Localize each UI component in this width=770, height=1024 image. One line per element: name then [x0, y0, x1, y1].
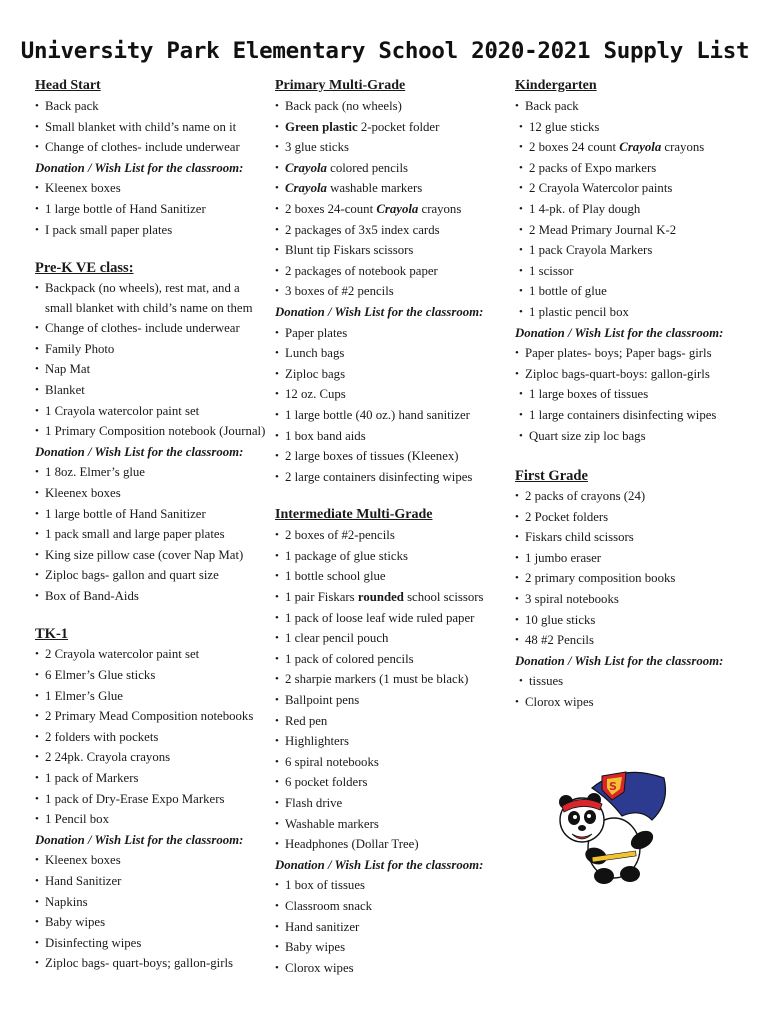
list-item: • 48 #2 Pencils: [515, 630, 743, 651]
list-item-text: colored pencils: [330, 160, 408, 175]
list-item: • Change of clothes- include underwear: [35, 137, 263, 158]
list-item: • 2 Crayola Watercolor paints: [515, 178, 743, 199]
list-item: • 1 8oz. Elmer’s glue: [35, 462, 263, 483]
green-plastic-text: Green plastic: [285, 119, 358, 134]
list-item: • Backpack (no wheels), rest mat, and a small blanket with child’s name on them: [35, 278, 263, 318]
first-grade-heading: First Grade: [515, 468, 588, 485]
list-item: • Small blanket with child’s name on it: [35, 117, 263, 138]
donation-label: Donation / Wish List for the classroom:: [275, 304, 484, 319]
donation-label: Donation / Wish List for the classroom:: [35, 444, 244, 459]
list-item: • Lunch bags: [275, 343, 503, 364]
brand-text: Crayola: [619, 140, 662, 155]
list-item: • 6 pocket folders: [275, 772, 503, 793]
donation-label: Donation / Wish List for the classroom:: [275, 857, 484, 872]
list-item-text: school scissors: [403, 590, 484, 605]
list-item: • Blanket: [35, 380, 263, 401]
brand-text: Crayola: [285, 160, 327, 175]
first-grade-donation-list: [515, 671, 743, 692]
list-item-text: 2 boxes 24 count: [529, 140, 620, 155]
list-item-text: washable markers: [330, 181, 423, 196]
rounded-text: rounded: [357, 590, 404, 605]
list-item: • Disinfecting wipes: [35, 933, 263, 954]
list-item: • 2 sharpie markers (1 must be black): [275, 669, 503, 690]
list-item: • 2 boxes of #2-pencils: [275, 525, 503, 546]
list-item: • Baby wipes: [275, 937, 503, 958]
list-item: • 1 large containers disinfecting wipes: [515, 405, 743, 426]
kindergarten-donation-list: [515, 343, 743, 384]
list-item: • Flash drive: [275, 793, 503, 814]
first-grade-donation-list-2: [515, 692, 743, 713]
kindergarten-list: [515, 96, 743, 117]
column-left: [35, 76, 266, 974]
list-item: • 10 glue sticks: [515, 610, 743, 631]
list-item: • Quart size zip loc bags: [515, 426, 743, 447]
brand-text: Crayola: [376, 201, 419, 216]
list-item: • 1 Crayola watercolor paint set: [35, 401, 263, 422]
column-right: [515, 76, 743, 713]
list-item: • 1 pack of loose leaf wide ruled paper: [275, 608, 503, 629]
list-item: • 2 large boxes of tissues (Kleenex): [275, 446, 503, 467]
list-item: • 2 large containers disinfecting wipes: [275, 467, 503, 488]
head-start-heading: Head Start: [35, 78, 101, 93]
list-item: [275, 117, 503, 138]
list-item: • Nap Mat: [35, 359, 263, 380]
tk1-heading: TK-1: [35, 626, 69, 643]
list-item: • Classroom snack: [275, 896, 503, 917]
list-item: • Washable markers: [275, 814, 503, 835]
list-item: [275, 178, 503, 199]
list-item: • 2 Mead Primary Journal K-2: [515, 220, 743, 241]
list-item: • Ziploc bags- gallon and quart size: [35, 565, 263, 586]
list-item: • 2 packs of Expo markers: [515, 158, 743, 179]
list-item: • 1 box of tissues: [275, 875, 503, 896]
list-item: • Highlighters: [275, 731, 503, 752]
list-item: • Baby wipes: [35, 912, 263, 933]
list-item: • 12 oz. Cups: [275, 384, 503, 405]
list-item: • 2 Pocket folders: [515, 507, 743, 528]
svg-text:S: S: [609, 780, 617, 793]
list-item: • 3 boxes of #2 pencils: [275, 281, 503, 302]
list-item-text: 1 pair Fiskars: [285, 590, 358, 605]
list-item: • 1 plastic pencil box: [515, 302, 743, 323]
list-item: • 1 clear pencil pouch: [275, 628, 503, 649]
list-item: • Change of clothes- include underwear: [35, 318, 263, 339]
donation-label: Donation / Wish List for the classroom:: [515, 325, 724, 340]
list-item: • Clorox wipes: [275, 958, 503, 979]
list-item: • 1 bottle school glue: [275, 566, 503, 587]
list-item: • 1 box band aids: [275, 426, 503, 447]
pre-k-donation-list: [35, 462, 263, 606]
list-item: • 1 large bottle (40 oz.) hand sanitizer: [275, 405, 503, 426]
list-item: • 2 packages of 3x5 index cards: [275, 220, 503, 241]
list-item: • Paper plates- boys; Paper bags- girls: [515, 343, 743, 364]
panda-superhero-mascot-icon: [552, 758, 672, 888]
list-item: • 1 large bottle of Hand Sanitizer: [35, 199, 263, 220]
list-item: • Ziploc bags- quart-boys; gallon-girls: [35, 953, 263, 974]
list-item: • 1 pack of Markers: [35, 768, 263, 789]
list-item: [275, 158, 503, 179]
list-item: • 1 jumbo eraser: [515, 548, 743, 569]
list-item: • 12 glue sticks: [515, 117, 743, 138]
list-item: • 1 package of glue sticks: [275, 546, 503, 567]
list-item: • Ziploc bags-quart-boys: gallon-girls: [515, 364, 743, 385]
list-item: • King size pillow case (cover Nap Mat): [35, 545, 263, 566]
head-start-donation-list: [35, 178, 263, 240]
list-item: • 1 pack small and large paper plates: [35, 524, 263, 545]
list-item: • 2 packs of crayons (24): [515, 486, 743, 507]
list-item-text: 2 boxes 24-count: [285, 201, 374, 216]
list-item: [275, 199, 503, 220]
list-item-text: 2-pocket folder: [360, 119, 440, 134]
list-item: • 6 Elmer’s Glue sticks: [35, 665, 263, 686]
list-item: • Back pack: [515, 96, 743, 117]
intermediate-multi-grade-list: [275, 525, 503, 855]
primary-multi-grade-list: [275, 96, 503, 302]
list-item: • 1 pack of colored pencils: [275, 649, 503, 670]
list-item: • Hand sanitizer: [275, 917, 503, 938]
list-item: • 2 folders with pockets: [35, 727, 263, 748]
kindergarten-list-indented: [515, 117, 743, 323]
list-item: • 3 glue sticks: [275, 137, 503, 158]
list-item: • 1 bottle of glue: [515, 281, 743, 302]
list-item: • Box of Band-Aids: [35, 586, 263, 607]
list-item: • 3 spiral notebooks: [515, 589, 743, 610]
list-item: • I pack small paper plates: [35, 220, 263, 241]
list-item: • 2 24pk. Crayola crayons: [35, 747, 263, 768]
list-item: • Headphones (Dollar Tree): [275, 834, 503, 855]
kindergarten-donation-list-indented: [515, 384, 743, 446]
list-item: • Family Photo: [35, 339, 263, 360]
list-item: • Clorox wipes: [515, 692, 743, 713]
list-item: • 1 Primary Composition notebook (Journal): [35, 421, 263, 442]
donation-label: Donation / Wish List for the classroom:: [515, 653, 724, 668]
list-item: [275, 587, 503, 608]
list-item: • Kleenex boxes: [35, 850, 263, 871]
list-item: • Hand Sanitizer: [35, 871, 263, 892]
list-item: • Blunt tip Fiskars scissors: [275, 240, 503, 261]
head-start-list: [35, 96, 263, 158]
column-middle: [275, 76, 503, 978]
list-item: • Fiskars child scissors: [515, 527, 743, 548]
list-item: • Red pen: [275, 711, 503, 732]
intermediate-multi-grade-heading: Intermediate Multi-Grade: [275, 507, 433, 523]
primary-multi-grade-heading: Primary Multi-Grade: [275, 78, 406, 93]
list-item: • 2 primary composition books: [515, 568, 743, 589]
primary-multi-grade-donation-list: [275, 323, 503, 488]
donation-label: Donation / Wish List for the classroom:: [35, 160, 244, 175]
list-item: • 2 Primary Mead Composition notebooks: [35, 706, 263, 727]
list-item: • 6 spiral notebooks: [275, 752, 503, 773]
list-item: • 1 large boxes of tissues: [515, 384, 743, 405]
page-title: University Park Elementary School 2020-2021 Supply List: [20, 38, 750, 64]
first-grade-list: [515, 486, 743, 651]
list-item: • Paper plates: [275, 323, 503, 344]
list-item: • Napkins: [35, 892, 263, 913]
list-item-text: crayons: [661, 140, 705, 155]
intermediate-multi-grade-donation-list: [275, 875, 503, 978]
tk1-donation-list: [35, 850, 263, 974]
list-item: • 1 Pencil box: [35, 809, 263, 830]
list-item: • Back pack: [35, 96, 263, 117]
list-item: • Back pack (no wheels): [275, 96, 503, 117]
list-item: • 1 4-pk. of Play dough: [515, 199, 743, 220]
donation-label: Donation / Wish List for the classroom:: [35, 832, 244, 847]
pre-k-list: [35, 278, 266, 442]
list-item: [515, 137, 743, 158]
kindergarten-heading: Kindergarten: [515, 78, 597, 93]
brand-text: Crayola: [285, 181, 327, 196]
list-item: • 1 scissor: [515, 261, 743, 282]
list-item: • 1 pack Crayola Markers: [515, 240, 743, 261]
list-item: • 1 large bottle of Hand Sanitizer: [35, 504, 263, 525]
list-item: • tissues: [515, 671, 743, 692]
pre-k-heading: Pre-K VE class:: [35, 260, 134, 277]
list-item: • Ballpoint pens: [275, 690, 503, 711]
list-item: • 1 Elmer’s Glue: [35, 686, 263, 707]
list-item: • Kleenex boxes: [35, 483, 263, 504]
list-item: • 2 packages of notebook paper: [275, 261, 503, 282]
list-item: • Kleenex boxes: [35, 178, 263, 199]
list-item-text: crayons: [421, 201, 462, 216]
list-item: • 1 pack of Dry-Erase Expo Markers: [35, 789, 263, 810]
list-item: • 2 Crayola watercolor paint set: [35, 644, 263, 665]
list-item: • Ziploc bags: [275, 364, 503, 385]
tk1-list: [35, 644, 263, 829]
